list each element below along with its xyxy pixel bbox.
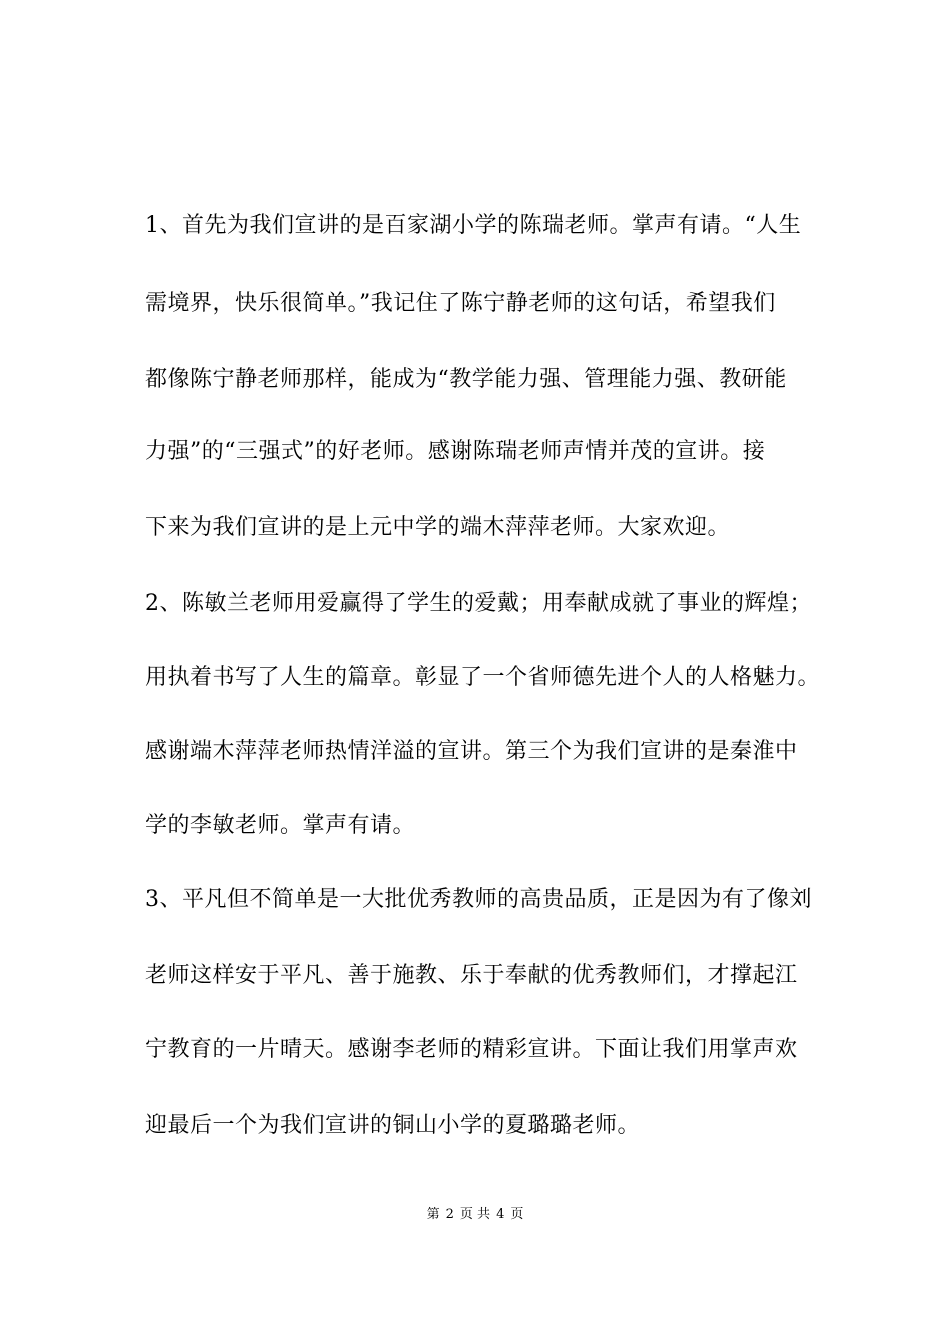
text-line: 3、平凡但不简单是一大批优秀教师的高贵品质，正是因为有了像刘 [145,887,812,912]
text-line: 用执着书写了人生的篇章。彰显了一个省师德先进个人的人格魅力。 [145,665,821,690]
footer-suffix: 页 [510,1207,524,1222]
text-line: 都像陈宁静老师那样，能成为“教学能力强、管理能力强、教研能 [145,367,787,392]
footer-middle: 页 共 [459,1207,491,1222]
page-footer [0,1206,950,1224]
text-line: 下来为我们宣讲的是上元中学的端木萍萍老师。大家欢迎。 [145,515,731,540]
footer-prefix: 第 [426,1207,440,1222]
text-line: 感谢端木萍萍老师热情洋溢的宣讲。第三个为我们宣讲的是秦淮中 [145,739,798,764]
current-page-number: 2 [445,1207,454,1222]
text-line: 2、陈敏兰老师用爱赢得了学生的爱戴；用奉献成就了事业的辉煌； [145,591,812,616]
text-line: 老师这样安于平凡、善于施教、乐于奉献的优秀教师们，才撑起江 [145,963,798,988]
text-line: 宁教育的一片晴天。感谢李老师的精彩宣讲。下面让我们用掌声欢 [145,1037,798,1062]
text-line: 1、首先为我们宣讲的是百家湖小学的陈瑞老师。掌声有请。“人生 [145,213,802,238]
text-line: 力强”的“三强式”的好老师。感谢陈瑞老师声情并茂的宣讲。接 [145,439,766,464]
total-page-count: 4 [496,1207,505,1222]
text-line: 需境界，快乐很简单。”我记住了陈宁静老师的这句话，希望我们 [145,291,776,316]
text-line: 迎最后一个为我们宣讲的铜山小学的夏璐璐老师。 [145,1113,641,1138]
text-line: 学的李敏老师。掌声有请。 [145,813,416,838]
